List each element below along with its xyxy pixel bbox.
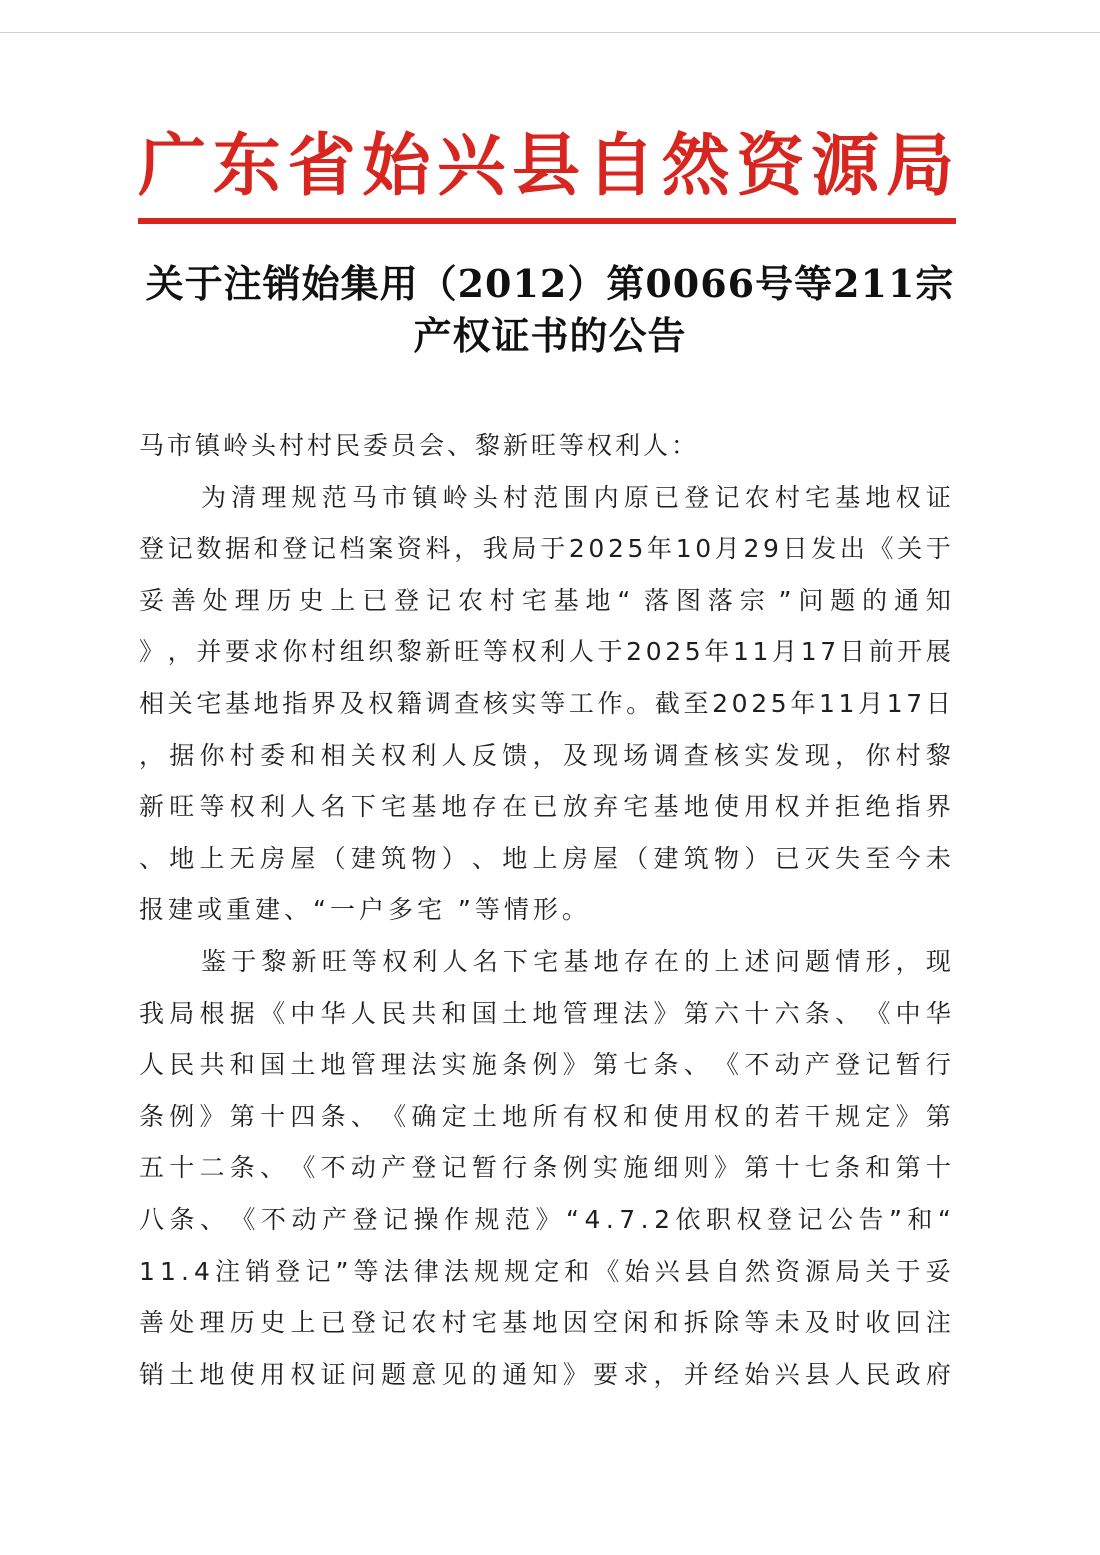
- text-line: [139, 936, 951, 988]
- text-line-content: 报建或重建、“一户多宅 ”等情形。: [139, 895, 591, 925]
- text-line-content: ， 据 你 村 委 和 相 关 权 利 人 反 馈 ， 及 现 场 调 查 核 实 发 现 ， 你 村 黎: [139, 740, 951, 770]
- text-line: [139, 678, 951, 730]
- page-top-edge: [0, 32, 1100, 33]
- addressee: 马市镇岭头村村民委员会、黎新旺等权利人：: [139, 431, 700, 460]
- text-line: [139, 626, 951, 678]
- text-line: [139, 575, 951, 627]
- text-line: [139, 523, 951, 575]
- text-line: [139, 1246, 951, 1298]
- text-line-content: 》 ， 并 要 求 你 村 组 织 黎 新 旺 等 权 利 人 于 2 0 2 5 年 1 1 月 1 7 日 前 开 展: [139, 637, 951, 667]
- text-line: [139, 1297, 951, 1349]
- text-line-content: 为 清 理 规 范 马 市 镇 岭 头 村 范 围 内 原 已 登 记 农 村 宅 基 地 权 证: [201, 482, 951, 512]
- text-line: [139, 833, 951, 885]
- masthead-red-divider: [138, 218, 956, 224]
- paragraph-2: [139, 936, 951, 1400]
- text-line-content: 五 十 二 条 、 《 不 动 产 登 记 暂 行 条 例 实 施 细 则 》 第 十 七 条 和 第 十: [139, 1153, 951, 1183]
- text-line: [139, 988, 951, 1040]
- addressee-line: [139, 420, 951, 472]
- text-line-content: 条 例 》 第 十 四 条 、 《 确 定 土 地 所 有 权 和 使 用 权 的 若 干 规 定 》 第: [139, 1101, 951, 1131]
- agency-masthead: [138, 120, 954, 212]
- text-line-content: 、 地 上 无 房 屋 （ 建 筑 物 ） 、 地 上 房 屋 （ 建 筑 物 ） 已 灭 失 至 今 未: [139, 843, 951, 873]
- text-line-content: 善 处 理 历 史 上 已 登 记 农 村 宅 基 地 因 空 闲 和 拆 除 等 未 及 时 收 回 注: [139, 1308, 951, 1338]
- paragraph-1: [139, 472, 951, 936]
- text-line: [139, 1349, 951, 1401]
- text-line: [139, 472, 951, 524]
- text-line-content: 1 1 . 4 注 销 登 记 ” 等 法 律 法 规 规 定 和 《 始 兴 县 自 然 资 源 局 关 于 妥: [139, 1256, 951, 1286]
- text-line: [139, 781, 951, 833]
- agency-name: 广 东 省 始 兴 县 自 然 资 源 局: [138, 126, 954, 206]
- text-line: [139, 1091, 951, 1143]
- announcement-title: [100, 258, 1000, 362]
- text-line: [139, 884, 951, 936]
- text-line: [139, 1194, 951, 1246]
- text-line-content: 鉴 于 黎 新 旺 等 权 利 人 名 下 宅 基 地 存 在 的 上 述 问 题 情 形 ， 现: [201, 946, 951, 976]
- text-line-content: 人 民 共 和 国 土 地 管 理 法 实 施 条 例 》 第 七 条 、 《 不 动 产 登 记 暂 行: [139, 1050, 951, 1080]
- title-line-2: 产权证书的公告: [413, 313, 687, 358]
- text-line-content: 妥 善 处 理 历 史 上 已 登 记 农 村 宅 基 地 “ 落 图 落 宗 ” 问 题 的 通 知: [139, 585, 951, 615]
- text-line-content: 八 条 、 《 不 动 产 登 记 操 作 规 范 》 “ 4 . 7 . 2 依 职 权 登 记 公 告 ” 和 “: [139, 1204, 951, 1234]
- text-line: [139, 1039, 951, 1091]
- text-line: [139, 1142, 951, 1194]
- text-line-content: 相 关 宅 基 地 指 界 及 权 籍 调 查 核 实 等 工 作 。 截 至 2 0 2 5 年 1 1 月 1 7 日: [139, 688, 951, 718]
- title-line-1: 关于注销始集用（2012）第0066号等211宗: [145, 261, 955, 306]
- text-line-content: 我 局 根 据 《 中 华 人 民 共 和 国 土 地 管 理 法 》 第 六 十 六 条 、 《 中 华: [139, 998, 951, 1028]
- announcement-body: [139, 420, 951, 1400]
- text-line-content: 登 记 数 据 和 登 记 档 案 资 料 ， 我 局 于 2 0 2 5 年 1 0 月 2 9 日 发 出 《 关 于: [139, 534, 951, 564]
- text-line: [139, 730, 951, 782]
- text-line-content: 销 土 地 使 用 权 证 问 题 意 见 的 通 知 》 要 求 ， 并 经 始 兴 县 人 民 政 府: [139, 1359, 951, 1389]
- text-line-content: 新 旺 等 权 利 人 名 下 宅 基 地 存 在 已 放 弃 宅 基 地 使 用 权 并 拒 绝 指 界: [139, 792, 951, 822]
